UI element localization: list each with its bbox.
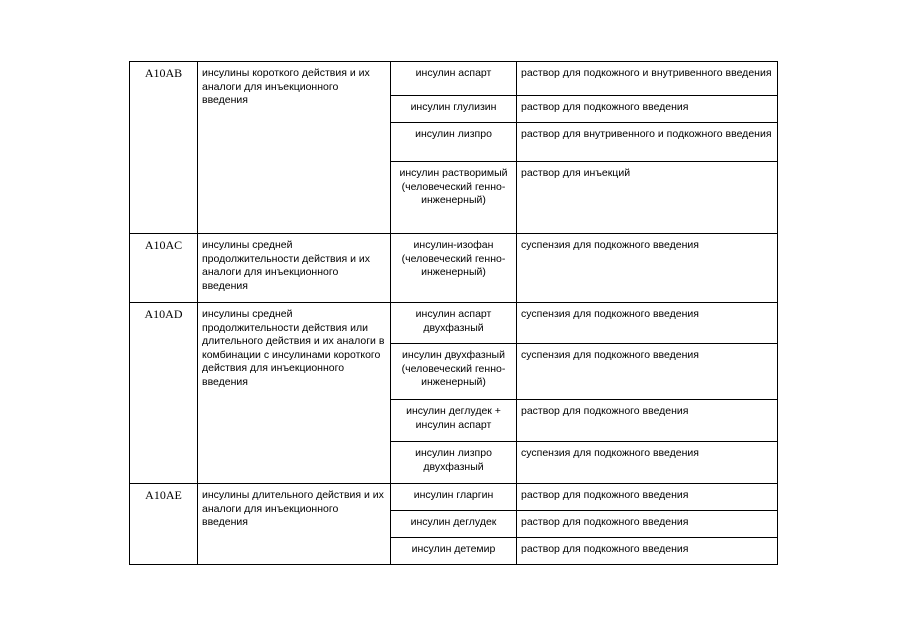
dosage-form-cell: раствор для внутривенного и подкожного введения (517, 123, 778, 162)
dosage-form-cell: раствор для подкожного введения (517, 96, 778, 123)
drug-name-cell: инсулин лизпро (391, 123, 517, 162)
dosage-form-cell: раствор для подкожного введения (517, 400, 778, 442)
table-row (130, 484, 778, 511)
group-name-cell: инсулины короткого действия и их аналоги для инъекционного введения (198, 62, 391, 234)
table-row (130, 234, 778, 303)
drug-name-cell: инсулин деглудек + инсулин аспарт (391, 400, 517, 442)
group-name-cell: инсулины длительного действия и их аналоги для инъекционного введения (198, 484, 391, 565)
group-name-cell: инсулины средней продолжительности действия и их аналоги для инъекционного введения (198, 234, 391, 303)
dosage-form-cell: суспензия для подкожного введения (517, 344, 778, 400)
atc-code-cell: A10AE (130, 484, 198, 565)
drug-name-cell: инсулин детемир (391, 538, 517, 565)
dosage-form-cell: суспензия для подкожного введения (517, 442, 778, 484)
drug-name-cell: инсулин аспарт двухфазный (391, 303, 517, 344)
dosage-form-cell: раствор для инъекций (517, 162, 778, 234)
atc-code-cell: A10AD (130, 303, 198, 484)
atc-code-cell: A10AB (130, 62, 198, 234)
drug-name-cell: инсулин аспарт (391, 62, 517, 96)
drug-name-cell: инсулин лизпро двухфазный (391, 442, 517, 484)
drug-name-cell: инсулин деглудек (391, 511, 517, 538)
drug-name-cell: инсулин двухфазный (человеческий генно-инженерный) (391, 344, 517, 400)
table-row (130, 303, 778, 344)
dosage-form-cell: раствор для подкожного введения (517, 484, 778, 511)
drug-name-cell: инсулин-изофан (человеческий генно-инженерный) (391, 234, 517, 303)
drug-name-cell: инсулин растворимый (человеческий генно-инженерный) (391, 162, 517, 234)
table-row (130, 62, 778, 96)
dosage-form-cell: раствор для подкожного введения (517, 511, 778, 538)
drug-name-cell: инсулин глулизин (391, 96, 517, 123)
dosage-form-cell: суспензия для подкожного введения (517, 234, 778, 303)
dosage-form-cell: раствор для подкожного и внутривенного введения (517, 62, 778, 96)
drug-name-cell: инсулин гларгин (391, 484, 517, 511)
atc-insulin-table (129, 61, 778, 565)
group-name-cell: инсулины средней продолжительности действия или длительного действия и их аналоги в комбинации с инсулинами короткого действия для инъекционного введения (198, 303, 391, 484)
atc-code-cell: A10AC (130, 234, 198, 303)
dosage-form-cell: раствор для подкожного введения (517, 538, 778, 565)
dosage-form-cell: суспензия для подкожного введения (517, 303, 778, 344)
